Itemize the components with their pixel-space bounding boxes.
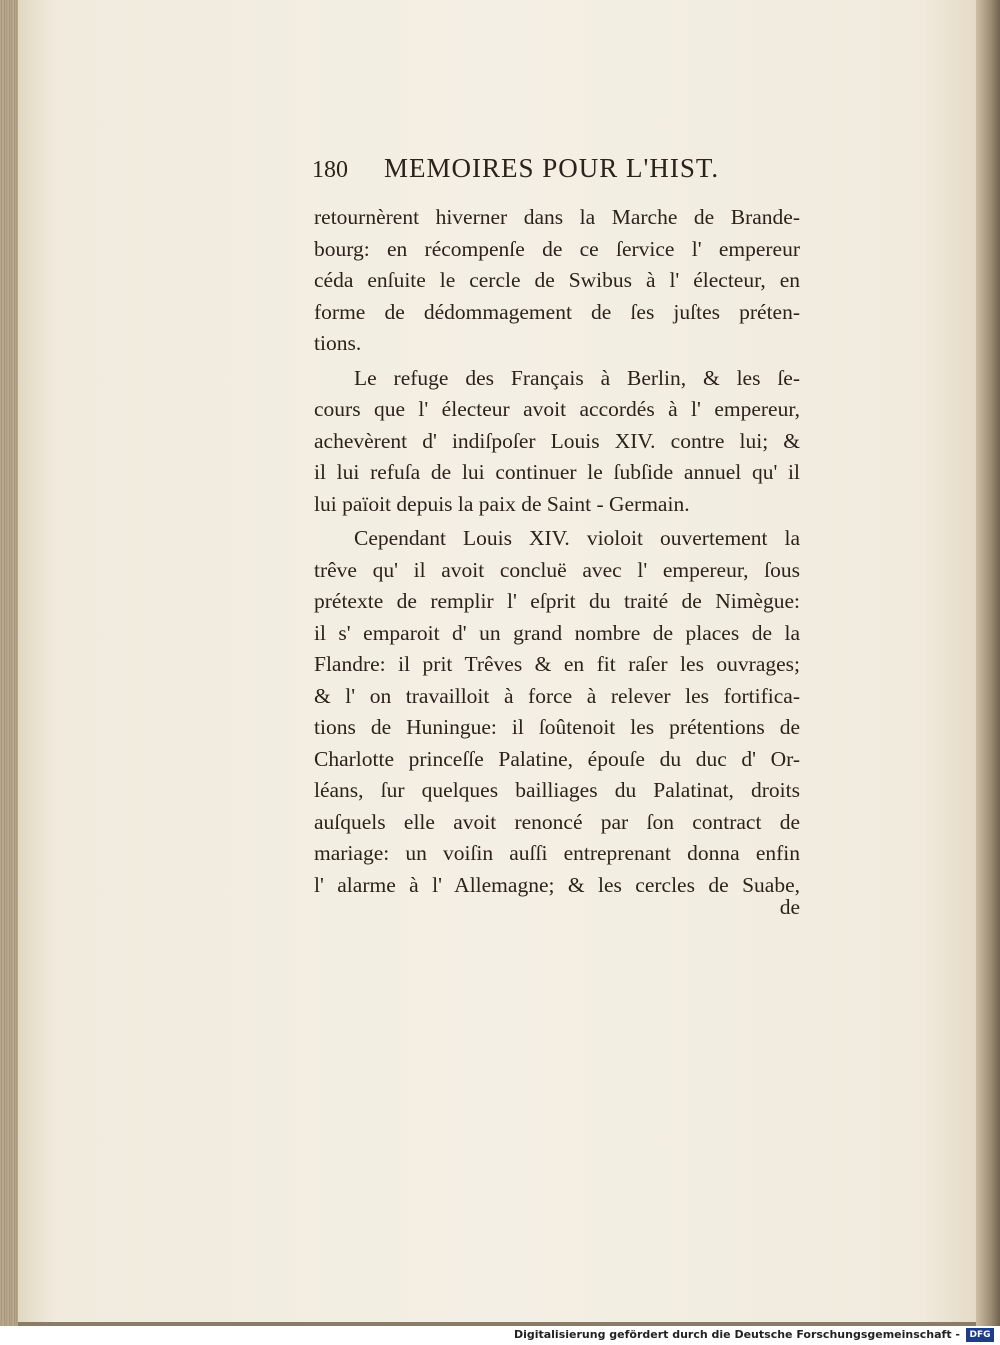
text-line: lui païoit depuis la paix de Saint - Germain. xyxy=(314,491,690,516)
text-line: tions de Huningue: il ſoûtenoit les prétentions de xyxy=(314,715,800,739)
dfg-logo: DFG xyxy=(966,1328,994,1342)
running-title: MEMOIRES POUR L'HIST. xyxy=(384,153,720,183)
footer-bar xyxy=(0,1326,1000,1345)
text-line: cours que l' électeur avoit accordés à l' empereur, xyxy=(314,397,800,421)
text-line: Cependant Louis XIV. violoit ouvertement la xyxy=(354,526,800,550)
text-line: céda enſuite le cercle de Swibus à l' électeur, en xyxy=(314,268,800,292)
text-line: retournèrent hiverner dans la Marche de Brande- xyxy=(314,205,800,229)
text-line: achevèrent d' indiſpoſer Louis XIV. contre lui; & xyxy=(314,428,800,453)
text-line: tions. xyxy=(314,331,362,355)
text-line: Le refuge des Français à Berlin, & les ſe- xyxy=(354,365,800,390)
text-line: il lui refuſa de lui continuer le ſubſide annuel qu' il xyxy=(314,460,800,484)
text-line: prétexte de remplir l' eſprit du traité de Nimègue: xyxy=(314,589,800,613)
text-line: il s' emparoit d' un grand nombre de places de la xyxy=(314,620,800,645)
text-line: & l' on travailloit à force à relever les fortifica- xyxy=(314,683,800,708)
page-number: 180 xyxy=(312,157,348,183)
text-line: bourg: en récompenſe de ce ſervice l' empereur xyxy=(314,236,800,261)
text-line: Flandre: il prit Trêves & en fit raſer les ouvrages; xyxy=(314,652,800,676)
text-line: trêve qu' il avoit concluë avec l' empereur, ſous xyxy=(314,557,800,582)
text-line: forme de dédommagement de ſes juſtes préten- xyxy=(314,299,800,324)
page-gutter xyxy=(976,0,1000,1326)
text-line: auſquels elle avoit renoncé par ſon contract de xyxy=(314,809,800,834)
body-text xyxy=(314,202,800,901)
text-line: léans, ſur quelques bailliages du Palatinat, droits xyxy=(314,778,800,802)
text-line: Charlotte princeſſe Palatine, épouſe du duc d' Or- xyxy=(314,746,800,771)
catchword: de xyxy=(779,895,800,919)
page-stack-edge xyxy=(0,0,18,1326)
text-line: l' alarme à l' Allemagne; & les cercles de Suabe, xyxy=(314,872,800,897)
funding-notice: Digitalisierung gefördert durch die Deutsche Forschungsgemeinschaft - xyxy=(513,1328,960,1341)
text-line: mariage: un voiſin auſſi entreprenant donna enfin xyxy=(314,841,800,865)
running-head xyxy=(312,153,722,189)
